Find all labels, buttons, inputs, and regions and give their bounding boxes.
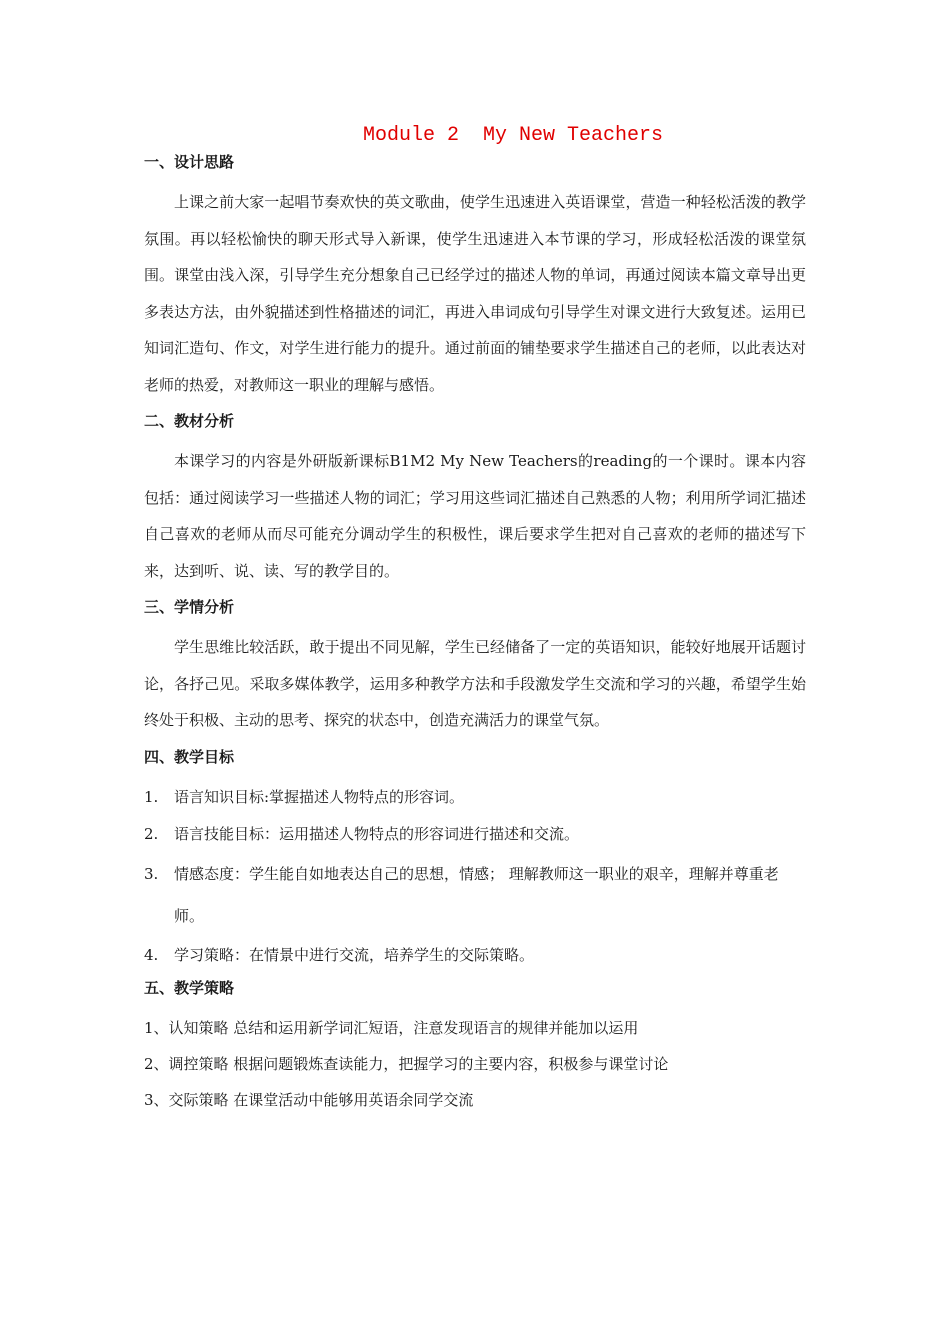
list-item-text: 语言知识目标:掌握描述人物特点的形容词。 [174, 787, 465, 806]
list-item-text: 情感态度：学生能自如地表达自己的思想，情感； 理解教师这一职业的艰辛，理解并尊重老师。 [174, 864, 779, 925]
section-teaching-strategies [144, 974, 806, 1118]
list-item-text: 语言技能目标：运用描述人物特点的形容词进行描述和交流。 [174, 824, 580, 843]
section-design-ideas [144, 148, 806, 403]
section-student-analysis [144, 593, 806, 739]
section-heading: 一、设计思路 [144, 153, 235, 171]
document-body [144, 148, 806, 1118]
section-heading: 五、教学策略 [144, 978, 235, 997]
strategy-item: 1、认知策略 总结和运用新学词汇短语，注意发现语言的规律并能加以运用 [144, 1018, 639, 1037]
list-item-text: 学习策略：在情景中进行交流，培养学生的交际策略。 [174, 945, 535, 964]
section-heading: 二、教材分析 [144, 412, 235, 430]
list-item-number: 1. [144, 787, 159, 806]
list-item [144, 937, 806, 974]
document-title: Module 2 My New Teachers [362, 124, 664, 147]
section-heading: 四、教学目标 [144, 747, 235, 766]
paragraph: 学生思维比较活跃，敢于提出不同见解，学生已经储备了一定的英语知识，能较好地展开话题讨论，各抒己见。采取多媒体教学，运用多种教学方法和手段激发学生交流和学习的兴趣，希望学生始终处于积极、主动的思考、探究的状态中，创造充满活力的课堂气氛。 [144, 638, 806, 729]
list-item [144, 853, 806, 937]
list-item-number: 4. [144, 945, 159, 964]
section-teaching-objectives [144, 743, 806, 974]
strategy-item: 2、调控策略 根据问题锻炼查读能力，把握学习的主要内容，积极参与课堂讨论 [144, 1054, 669, 1073]
list-item [144, 779, 806, 816]
list-item-number: 3. [144, 864, 159, 883]
section-heading: 三、学情分析 [144, 598, 235, 616]
paragraph: 上课之前大家一起唱节奏欢快的英文歌曲，使学生迅速进入英语课堂，营造一种轻松活泼的教学氛围。再以轻松愉快的聊天形式导入新课，使学生迅速进入本节课的学习，形成轻松活泼的课堂氛围。课堂由浅入深，引导学生充分想象自己已经学过的描述人物的单词，再通过阅读本篇文章导出更多表达方法，由外貌描述到性格描述的词汇，再进入串词成句引导学生对课文进行大致复述。运用已知词汇造句、作文，对学生进行能力的提升。通过前面的铺垫要求学生描述自己的老师，以此表达对老师的热爱，对教师这一职业的理解与感悟。 [144, 193, 806, 394]
section-material-analysis [144, 407, 806, 589]
paragraph: 本课学习的内容是外研版新课标B1M2 My New Teachers的reading的一个课时。课本内容包括：通过阅读学习一些描述人物的词汇；学习用这些词汇描述自己熟悉的人物；利用所学词汇描述自己喜欢的老师从而尽可能充分调动学生的积极性，课后要求学生把对自己喜欢的老师的描述写下来，达到听、说、读、写的教学目的。 [144, 452, 806, 580]
list-item-number: 2. [144, 824, 159, 843]
list-item [144, 816, 806, 853]
strategy-item: 3、交际策略 在课堂活动中能够用英语余同学交流 [144, 1090, 474, 1109]
